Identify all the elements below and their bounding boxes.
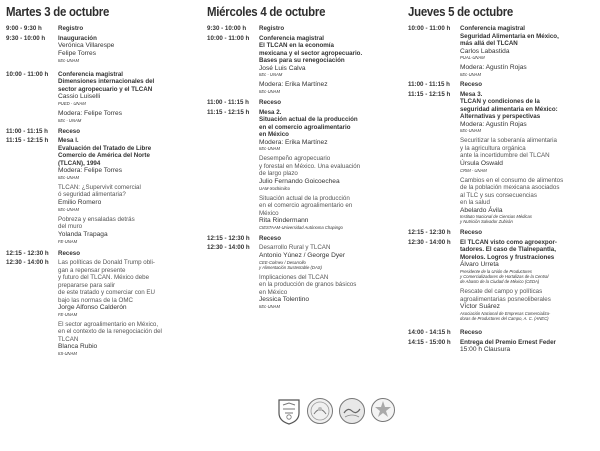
- speaker-name: Modera: Agustín Rojas: [460, 64, 527, 72]
- session-time: 11:15 - 12:15 h: [408, 90, 451, 98]
- talk-title-line: en la salud: [460, 199, 490, 207]
- session-details: [259, 235, 397, 243]
- session-time: 10:00 - 11:00 h: [207, 34, 250, 42]
- talk-title-line: TLCAN: ¿Supervivit comercial: [58, 183, 141, 191]
- session-time: 11:00 - 11:15 h: [207, 99, 249, 107]
- session-time: 12:15 - 12:30 h: [6, 249, 49, 257]
- session-time: 10:00 - 11:00 h: [408, 25, 451, 32]
- session-title-line: Mesa 2.: [259, 108, 282, 116]
- session-time: 11:15 - 12:15 h: [207, 108, 250, 116]
- session-title-line: Situación actual de la producción: [259, 116, 358, 124]
- speaker-affiliation: IIS-UNAM: [58, 351, 77, 357]
- speaker-name: Jorge Alfonso Calderón: [58, 304, 127, 312]
- session-details: [460, 339, 596, 354]
- session-details: [259, 35, 397, 95]
- session-row: [6, 250, 196, 258]
- speaker-name: Julio Fernando Goicoechea: [259, 177, 340, 185]
- speaker-name: Rita Rindermann: [259, 217, 309, 225]
- speaker-name: Modera: Agustín Rojas: [460, 120, 527, 128]
- session-time: 12:30 - 14:00 h: [6, 259, 49, 267]
- session-row: [207, 99, 397, 107]
- speaker-name: Cassio Luiselli: [58, 93, 101, 101]
- speaker-affiliation: IIEc - UNAM: [58, 117, 82, 123]
- iiec-seal-icon: [306, 397, 334, 425]
- day-title: Jueves 5 de octubre: [408, 4, 513, 19]
- talk-title-line: Las políticas de Donald Trump obli-: [58, 259, 155, 267]
- session-title-line: Mesa I.: [58, 137, 79, 145]
- session-details: [58, 259, 196, 356]
- talk-title-line: Desarrollo Rural y TLCAN: [259, 244, 331, 252]
- session-title-line: (TLCAN), 1994: [58, 159, 101, 167]
- session-time: 12:15 - 12:30 h: [207, 234, 250, 242]
- session-time: 9:30 - 10:00 h: [207, 25, 247, 32]
- speaker-affiliation: IIEc-UNAM: [58, 174, 79, 180]
- session-time: 12:30 - 14:00 h: [207, 244, 250, 252]
- speaker-name: José Luis Calva: [259, 64, 306, 72]
- speaker-name: Antonio Yúnez / George Dyer: [259, 251, 346, 259]
- speaker-name: Víctor Suárez: [460, 303, 500, 311]
- talk-title-line: en la producción de granos básicos: [259, 281, 357, 289]
- talk-title-line: El sector agroalimentario en México,: [58, 320, 159, 328]
- session-details: [58, 35, 196, 63]
- session-title-line: Registro: [58, 25, 84, 32]
- session-details: [259, 25, 397, 33]
- session-time: 11:00 - 11:15 h: [6, 127, 48, 135]
- speaker-affiliation: IIEc-UNAM: [259, 146, 280, 152]
- session-time: 11:00 - 11:15 h: [408, 81, 450, 89]
- speaker-name: Verónica Villarespe: [58, 42, 115, 49]
- talk-title-line: gan a repensar presente: [58, 266, 126, 274]
- talk-title-line: de largo plazo: [259, 170, 298, 178]
- session-details: [460, 91, 596, 225]
- speaker-affiliation: PUED - UNAM: [58, 100, 86, 106]
- speaker-affiliation: IIEc-UNAM: [259, 304, 280, 310]
- speaker-affiliation: IIEc-UNAM: [460, 72, 481, 78]
- session-title-line: Receso: [460, 229, 483, 237]
- session-title-line: Dimensiones internacionales del: [58, 78, 155, 86]
- session-title-line: Receso: [259, 234, 282, 242]
- talk-title-line: y futuro del TLCAN. México debe: [58, 274, 150, 282]
- speaker-affiliation: IIEc-UNAM: [58, 57, 79, 63]
- session-time: 12:15 - 12:30 h: [408, 229, 451, 237]
- talk-title-line: en México: [259, 288, 288, 296]
- session-title-line: Conferencia magistral: [58, 70, 123, 78]
- speaker-name: Felipe Torres: [58, 49, 96, 57]
- talk-title-line: de este tratado y comerciar con EU: [58, 289, 155, 297]
- session-row: [207, 235, 397, 243]
- session-title-line: Entrega del Premio Ernest Feder: [460, 338, 556, 346]
- speaker-affiliation: Instituto Nacional de Ciencias Médicas: [460, 214, 532, 220]
- session-title-line: Comercio de América del Norte: [58, 152, 150, 160]
- session-row: [6, 35, 196, 63]
- speaker-affiliation: IIEc-UNAM: [460, 128, 481, 134]
- session-row: [6, 128, 196, 136]
- day-column-wednesday: [207, 0, 397, 309]
- session-title-line: Morelos. Logros y frustraciones: [460, 253, 555, 261]
- session-row: [408, 81, 596, 89]
- session-details: [460, 239, 596, 321]
- speaker-name: Emilio Romero: [58, 198, 102, 206]
- session-details: [259, 109, 397, 230]
- day-column-tuesday: [6, 0, 196, 356]
- partner-seal-icon: [370, 397, 396, 423]
- session-title-line: Seguridad Alimentaria en México,: [460, 32, 559, 40]
- speaker-affiliation: CRIM - UNAM: [460, 167, 487, 173]
- session-details: [460, 329, 596, 337]
- session-row: [6, 259, 196, 356]
- session-list: [6, 25, 196, 356]
- speaker-name: Modera: Erika Martínez: [259, 138, 328, 146]
- session-title-line: Bases para su renegociación: [259, 57, 345, 64]
- speaker-affiliation: y Nutrición Salvador Zubirán: [460, 219, 513, 225]
- session-title-line: seguridad alimentaria en México:: [460, 105, 558, 113]
- talk-title-line: y la agricultura orgánica: [460, 144, 526, 152]
- session-title-line: El TLCAN visto como agroexpor-: [460, 238, 557, 246]
- speaker-affiliation: de Abasto de la Ciudad de México (CEDA): [460, 279, 540, 285]
- speaker-name: Abelardo Ávila: [460, 206, 503, 214]
- session-time: 9:00 - 9:30 h: [6, 25, 42, 32]
- talk-title-line: TLCAN: [58, 335, 79, 343]
- session-title-line: Alternativas y perspectivas: [460, 113, 541, 121]
- speaker-affiliation: IIEc - UNAM: [259, 72, 283, 78]
- talk-title-line: prepararse para salir: [58, 281, 116, 289]
- speaker-affiliation: CIESTAAM-Universidad Autónoma Chapingo: [259, 224, 343, 230]
- session-time: 10:00 - 11:00 h: [6, 70, 49, 78]
- session-title-line: Receso: [460, 329, 483, 337]
- speaker-name: Modera: Erika Martínez: [259, 81, 328, 89]
- day-title: Martes 3 de octubre: [6, 4, 110, 19]
- session-time: 11:15 - 12:15 h: [6, 137, 49, 145]
- talk-title-line: Implicaciones del TLCAN: [259, 273, 329, 281]
- speaker-affiliation: FE-UNAM: [58, 311, 78, 317]
- speaker-affiliation: PUAL-UNAM: [460, 55, 485, 61]
- talk-title-line: y forestal en México. Una evaluación: [259, 162, 361, 170]
- session-title-line: Inauguración: [58, 34, 97, 42]
- speaker-name: Jessica Tolentino: [259, 296, 310, 304]
- day-title: Miércoles 4 de octubre: [207, 4, 326, 19]
- session-details: [259, 99, 397, 107]
- session-title-line: en México: [259, 131, 289, 139]
- session-details: [460, 25, 596, 77]
- speaker-affiliation: IIEc-UNAM: [259, 89, 280, 95]
- speaker-name: Blanca Rubio: [58, 343, 98, 351]
- session-details: [460, 81, 596, 89]
- session-title-line: Evaluación del Tratado de Libre: [58, 144, 152, 152]
- program-seal-icon: [338, 397, 366, 425]
- talk-title-line: al TLC y sus consecuencias: [460, 191, 537, 199]
- speaker-name: Modera: Felipe Torres: [58, 167, 123, 175]
- session-title-line: Receso: [460, 81, 483, 89]
- talk-title-line: agroalimentarias posneoliberales: [460, 295, 551, 303]
- session-details: [58, 128, 196, 136]
- speaker-affiliation: FE-UNAM: [58, 238, 78, 244]
- speaker-affiliation: CEE-Colmex / Desarrollo: [259, 259, 306, 265]
- talk-title-line: del muro: [58, 223, 83, 231]
- speaker-name: 15:00 h Clausura: [460, 346, 511, 354]
- speaker-name: Carlos Labastida: [460, 47, 510, 55]
- session-title-line: tadores. El caso de Tlalnepantla,: [460, 246, 556, 254]
- speaker-affiliation: IIEc-UNAM: [58, 206, 79, 212]
- session-title-line: Receso: [259, 99, 282, 107]
- talk-title-line: Rescate del campo y políticas: [460, 288, 543, 296]
- unam-seal-icon: [276, 397, 302, 425]
- session-time: 9:30 - 10:00 h: [6, 34, 46, 42]
- day-column-thursday: [408, 0, 596, 354]
- speaker-name: Álvaro Urreta: [460, 261, 499, 269]
- session-title-line: Receso: [58, 127, 81, 135]
- speaker-affiliation: UAM-Xochimilco: [259, 185, 290, 191]
- speaker-name: Modera: Felipe Torres: [58, 109, 123, 117]
- session-details: [58, 71, 196, 123]
- speaker-name: Yolanda Trapaga: [58, 230, 108, 238]
- talk-title-line: ó seguridad alimentaria?: [58, 191, 126, 199]
- speaker-affiliation: Presidente de la Unión de Productores: [460, 269, 532, 275]
- talk-title-line: Situación actual de la producción: [259, 194, 350, 202]
- session-time: 12:30 - 14:00 h: [408, 238, 451, 246]
- session-details: [58, 137, 196, 243]
- session-row: [408, 25, 596, 77]
- session-details: [460, 229, 596, 237]
- speaker-affiliation: y Alimentación Sustentable (DAS): [259, 264, 322, 270]
- session-title-line: TLCAN y condiciones de la: [460, 98, 540, 106]
- talk-title-line: Desempeño agropecuario: [259, 155, 331, 163]
- session-row: [408, 329, 596, 337]
- session-title-line: Receso: [58, 249, 81, 257]
- session-row: [207, 25, 397, 33]
- session-title-line: Conferencia magistral: [259, 34, 324, 42]
- session-title-line: Mesa 3.: [460, 90, 483, 98]
- session-details: [58, 25, 196, 33]
- session-list: [408, 25, 596, 354]
- talk-title-line: ante la incertidumbre del TLCAN: [460, 152, 550, 160]
- session-time: 14:15 - 15:00 h: [408, 338, 451, 346]
- session-title-line: más allá del TLCAN: [460, 40, 518, 47]
- talk-title-line: de la población mexicana asociados: [460, 184, 560, 192]
- session-details: [259, 244, 397, 309]
- speaker-name: Úrsula Oswald: [460, 159, 503, 167]
- session-row: [408, 239, 596, 321]
- talk-title-line: bajo las normas de la OMC: [58, 296, 133, 304]
- talk-title-line: México: [259, 209, 279, 217]
- session-row: [207, 109, 397, 230]
- session-title-line: mexicana y el sector agropecuario.: [259, 49, 363, 57]
- speaker-affiliation: Asociación Nacional de Empresas Comercializa-: [460, 311, 551, 317]
- session-title-line: sector agropecuario y el TLCAN: [58, 85, 153, 93]
- session-row: [408, 229, 596, 237]
- session-row: [6, 71, 196, 123]
- speaker-affiliation: y Comercializadores de Hortalizas de la Central: [460, 274, 549, 280]
- session-row: [207, 244, 397, 309]
- session-row: [6, 137, 196, 243]
- institution-logos: [276, 397, 396, 425]
- session-list: [207, 25, 397, 309]
- session-title-line: El TLCAN en la economía: [259, 42, 334, 49]
- talk-title-line: en el contexto de la renegociación del: [58, 328, 162, 336]
- session-row: [207, 35, 397, 95]
- talk-title-line: en el comercio agroalimentario en: [259, 202, 353, 210]
- session-title-line: Registro: [259, 25, 285, 32]
- session-title-line: en el comercio agroalimentario: [259, 123, 351, 131]
- talk-title-line: Securitizar la soberanía alimentaria: [460, 137, 557, 145]
- talk-title-line: Cambios en el consumo de alimentos: [460, 176, 564, 184]
- talk-title-line: Pobreza y ensaladas detrás: [58, 215, 135, 223]
- speaker-affiliation: doras de Productores del Campo, A. C. (ANEC): [460, 316, 549, 322]
- session-row: [408, 339, 596, 354]
- session-row: [408, 91, 596, 225]
- session-row: [6, 25, 196, 33]
- session-time: 14:00 - 14:15 h: [408, 329, 451, 337]
- session-title-line: Conferencia magistral: [460, 25, 525, 32]
- session-details: [58, 250, 196, 258]
